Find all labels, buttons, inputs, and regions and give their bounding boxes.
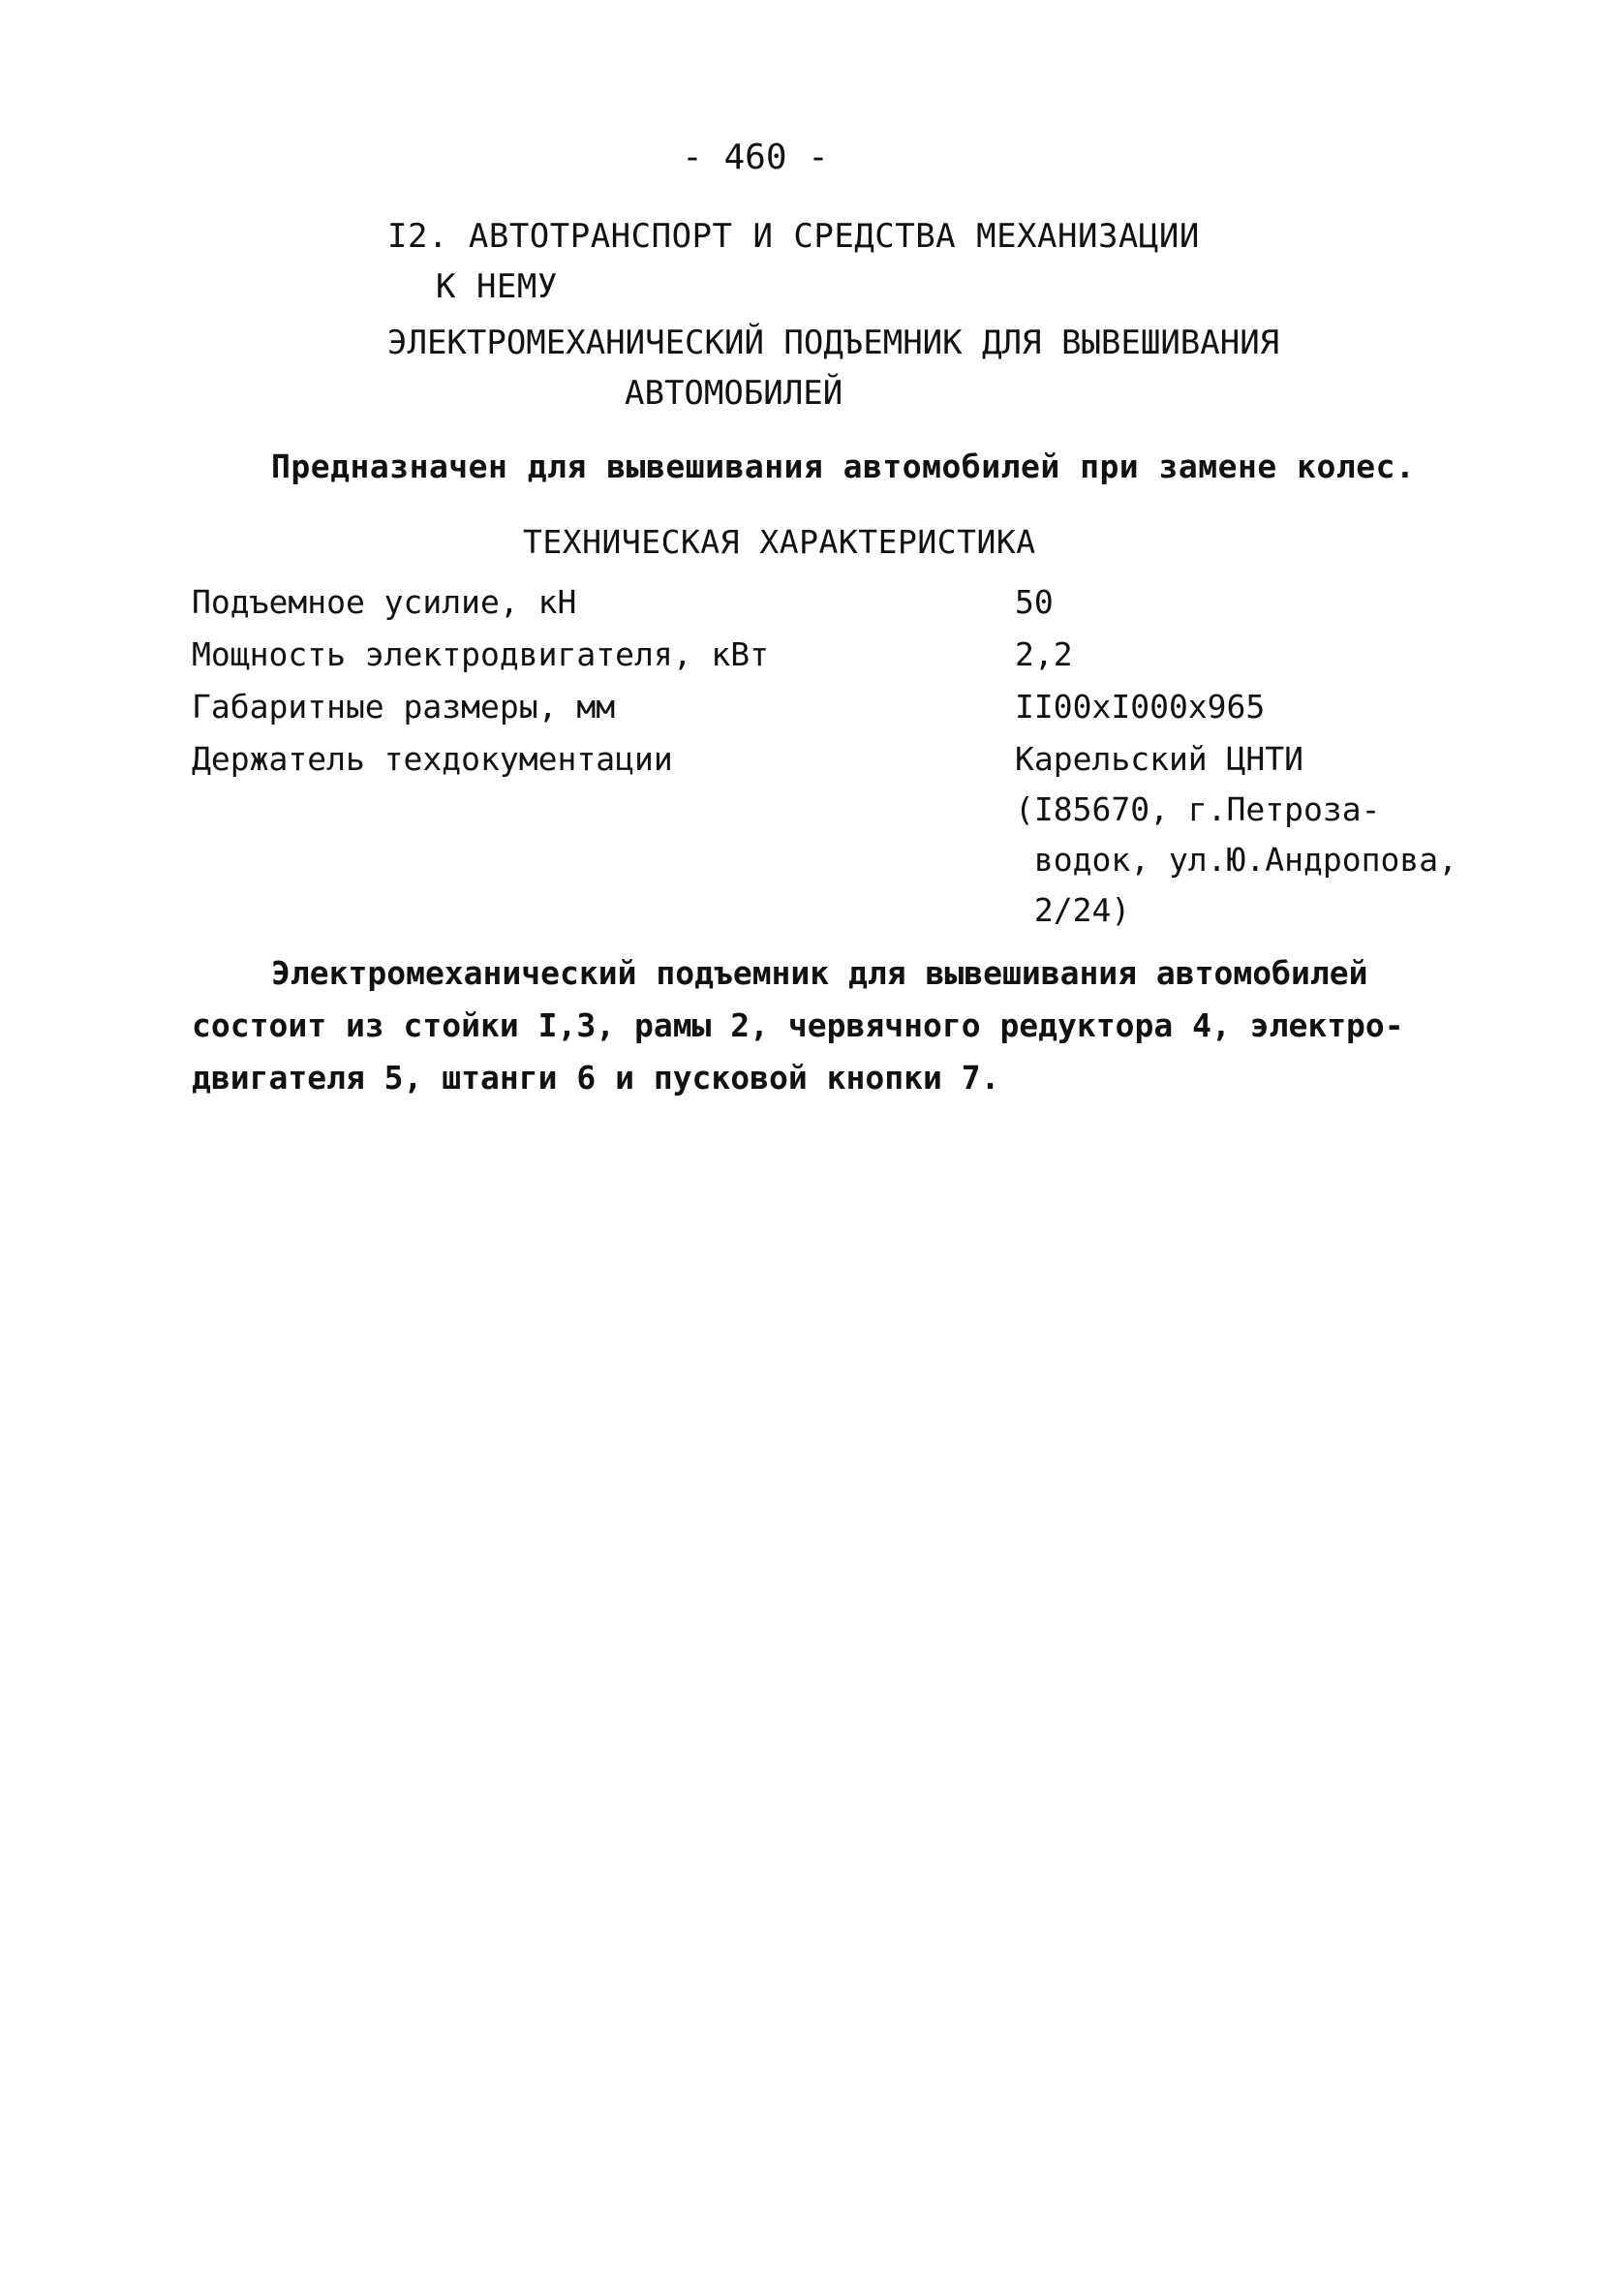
- spec-row: [192, 682, 1518, 734]
- item-title-line1: ЭЛЕКТРОМЕХАНИЧЕСКИЙ ПОДЪЕМНИК ДЛЯ ВЫВЕШИВАНИЯ: [387, 324, 1280, 362]
- spec-label: Габаритные размеры, мм: [192, 688, 616, 726]
- section-title-line1: I2. АВТОТРАНСПОРТ И СРЕДСТВА МЕХАНИЗАЦИИ: [387, 217, 1200, 256]
- spec-value: 2,2: [1015, 635, 1073, 673]
- page-number: - 460 -: [682, 138, 829, 177]
- description-line2: состоит из стойки I,3, рамы 2, червячного редуктора 4, электро-: [192, 1006, 1404, 1044]
- section-title: [387, 211, 1200, 312]
- spec-table: [192, 577, 1518, 936]
- spec-value: 50: [1015, 583, 1054, 621]
- spec-row: [192, 630, 1518, 682]
- spec-row: [192, 577, 1518, 630]
- description-paragraph: [192, 947, 1451, 1104]
- spec-value: Карельский ЦНТИ (I85670, г.Петроза- водок, ул.Ю.Андропова, 2/24): [1015, 740, 1457, 929]
- item-title-line2: АВТОМОБИЛЕЙ: [625, 374, 843, 413]
- spec-heading: ТЕХНИЧЕСКАЯ ХАРАКТЕРИСТИКА: [523, 523, 1036, 561]
- purpose-text: Предназначен для вывешивания автомобилей при замене колес.: [271, 448, 1416, 485]
- item-title: [387, 318, 1279, 418]
- section-title-line2: К НЕМУ: [436, 267, 558, 306]
- spec-label: Мощность электродвигателя, кВт: [192, 635, 770, 673]
- spec-value: II00xI000x965: [1015, 688, 1266, 726]
- description-line1: Электромеханический подъемник для вывешивания автомобилей: [271, 954, 1368, 992]
- spec-label: Подъемное усилие, кН: [192, 583, 577, 621]
- spec-row: [192, 734, 1518, 936]
- spec-label: Держатель техдокументации: [192, 740, 673, 778]
- description-line3: двигателя 5, штанги 6 и пусковой кнопки 7.: [192, 1059, 1000, 1097]
